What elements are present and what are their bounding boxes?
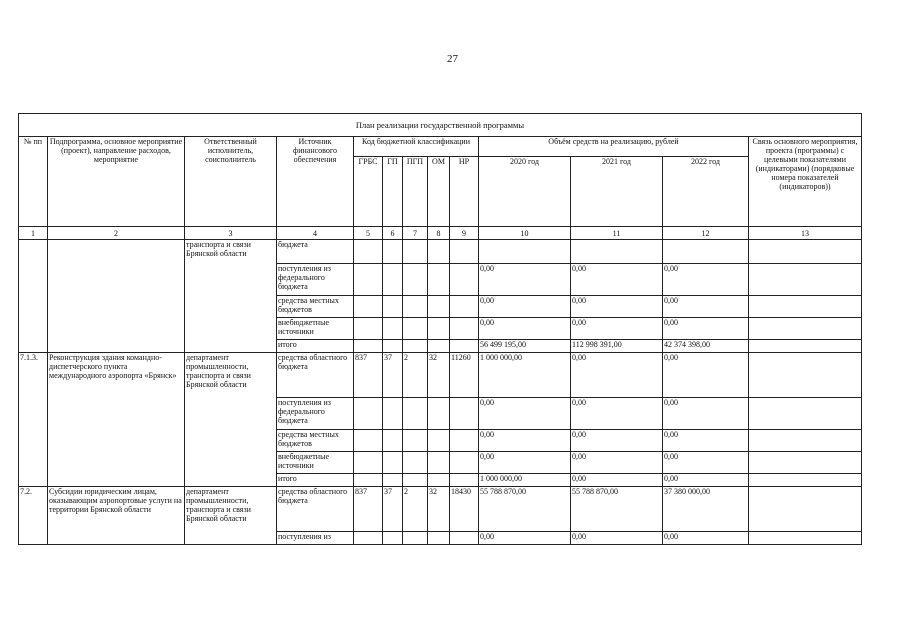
source-cell: средства областного бюджета (277, 353, 354, 398)
link-cell (749, 340, 862, 353)
om-cell (428, 240, 450, 264)
source-cell: бюджета (277, 240, 354, 264)
amount-y2022-cell: 0,00 (663, 353, 749, 398)
amount-y2020-cell: 1 000 000,00 (479, 474, 571, 487)
link-cell (749, 430, 862, 452)
item-name-cell: Реконструкция здания командно-диспетчерского пункта международного аэропорта «Брянск» (48, 353, 185, 487)
header-volume: Объём средств на реализацию, рублей (479, 137, 749, 157)
amount-y2022-cell: 0,00 (663, 398, 749, 430)
om-cell (428, 398, 450, 430)
header-om: ОМ (428, 157, 450, 227)
gp-cell: 37 (383, 487, 403, 532)
link-cell (749, 398, 862, 430)
amount-y2021-cell: 0,00 (571, 532, 663, 545)
link-cell (749, 296, 862, 318)
source-cell: поступления из федерального бюджета (277, 264, 354, 296)
link-cell (749, 474, 862, 487)
source-cell: внебюджетные источники (277, 452, 354, 474)
pgp-cell (403, 398, 428, 430)
amount-y2021-cell: 112 998 391,00 (571, 340, 663, 353)
amount-y2022-cell: 0,00 (663, 430, 749, 452)
amount-y2020-cell: 0,00 (479, 532, 571, 545)
amount-y2022-cell: 42 374 398,00 (663, 340, 749, 353)
amount-y2021-cell: 0,00 (571, 318, 663, 340)
grbs-cell (354, 532, 383, 545)
amount-y2022-cell: 0,00 (663, 296, 749, 318)
item-name-cell (48, 240, 185, 353)
amount-y2021-cell: 0,00 (571, 452, 663, 474)
nr-cell: 11260 (450, 353, 479, 398)
om-cell: 32 (428, 353, 450, 398)
amount-y2020-cell: 0,00 (479, 430, 571, 452)
header-no: № пп (19, 137, 48, 227)
source-cell: поступления из федерального бюджета (277, 398, 354, 430)
source-cell: поступления из (277, 532, 354, 545)
header-2022: 2022 год (663, 157, 749, 227)
link-cell (749, 264, 862, 296)
column-number: 11 (571, 227, 663, 240)
gp-cell (383, 296, 403, 318)
header-nr: НР (450, 157, 479, 227)
nr-cell: 18430 (450, 487, 479, 532)
column-number: 3 (185, 227, 277, 240)
column-number: 6 (383, 227, 403, 240)
column-number: 9 (450, 227, 479, 240)
amount-y2020-cell: 0,00 (479, 264, 571, 296)
amount-y2022-cell: 0,00 (663, 474, 749, 487)
amount-y2020-cell: 0,00 (479, 296, 571, 318)
om-cell (428, 340, 450, 353)
amount-y2021-cell: 0,00 (571, 430, 663, 452)
amount-y2021-cell (571, 240, 663, 264)
source-cell: итого (277, 474, 354, 487)
om-cell (428, 430, 450, 452)
amount-y2021-cell: 55 788 870,00 (571, 487, 663, 532)
pgp-cell (403, 452, 428, 474)
grbs-cell (354, 340, 383, 353)
amount-y2022-cell: 37 380 000,00 (663, 487, 749, 532)
pgp-cell: 2 (403, 353, 428, 398)
header-2021: 2021 год (571, 157, 663, 227)
page-number: 27 (447, 53, 458, 65)
amount-y2022-cell: 0,00 (663, 452, 749, 474)
amount-y2021-cell: 0,00 (571, 296, 663, 318)
pgp-cell (403, 340, 428, 353)
amount-y2020-cell: 56 499 195,00 (479, 340, 571, 353)
link-cell (749, 487, 862, 532)
amount-y2020-cell: 0,00 (479, 318, 571, 340)
amount-y2022-cell: 0,00 (663, 318, 749, 340)
column-number: 10 (479, 227, 571, 240)
om-cell (428, 264, 450, 296)
gp-cell: 37 (383, 353, 403, 398)
header-gp: ГП (383, 157, 403, 227)
nr-cell (450, 430, 479, 452)
om-cell (428, 318, 450, 340)
pgp-cell (403, 296, 428, 318)
gp-cell (383, 474, 403, 487)
grbs-cell: 837 (354, 487, 383, 532)
grbs-cell (354, 264, 383, 296)
responsible-cell: департамент промышленности, транспорта и связи Брянской области (185, 487, 277, 545)
table-row (19, 487, 862, 532)
grbs-cell (354, 430, 383, 452)
nr-cell (450, 532, 479, 545)
responsible-cell: департамент промышленности, транспорта и связи Брянской области (185, 353, 277, 487)
amount-y2020-cell: 0,00 (479, 452, 571, 474)
nr-cell (450, 240, 479, 264)
amount-y2020-cell: 1 000 000,00 (479, 353, 571, 398)
pgp-cell (403, 240, 428, 264)
header-subprogram: Подпрограмма, основное мероприятие (проект), направление расходов, мероприятие (48, 137, 185, 227)
header-pgp: ПГП (403, 157, 428, 227)
grbs-cell (354, 318, 383, 340)
column-number: 5 (354, 227, 383, 240)
amount-y2021-cell: 0,00 (571, 264, 663, 296)
pgp-cell (403, 430, 428, 452)
grbs-cell (354, 296, 383, 318)
amount-y2020-cell: 55 788 870,00 (479, 487, 571, 532)
link-cell (749, 240, 862, 264)
pgp-cell (403, 474, 428, 487)
header-source: Источник финансового обеспечения (277, 137, 354, 227)
header-2020: 2020 год (479, 157, 571, 227)
gp-cell (383, 430, 403, 452)
source-cell: внебюджетные источники (277, 318, 354, 340)
gp-cell (383, 398, 403, 430)
source-cell: средства областного бюджета (277, 487, 354, 532)
gp-cell (383, 532, 403, 545)
column-number: 13 (749, 227, 862, 240)
responsible-cell: транспорта и связи Брянской области (185, 240, 277, 353)
column-number: 1 (19, 227, 48, 240)
om-cell (428, 474, 450, 487)
om-cell: 32 (428, 487, 450, 532)
program-plan-table (18, 113, 862, 545)
nr-cell (450, 452, 479, 474)
item-number-cell (19, 240, 48, 353)
header-budget-code: Код бюджетной классификации (354, 137, 479, 157)
pgp-cell (403, 318, 428, 340)
source-cell: средства местных бюджетов (277, 296, 354, 318)
column-number: 2 (48, 227, 185, 240)
amount-y2021-cell: 0,00 (571, 474, 663, 487)
column-number: 7 (403, 227, 428, 240)
column-number: 8 (428, 227, 450, 240)
om-cell (428, 296, 450, 318)
pgp-cell: 2 (403, 487, 428, 532)
nr-cell (450, 264, 479, 296)
item-number-cell: 7.1.3. (19, 353, 48, 487)
item-number-cell: 7.2. (19, 487, 48, 545)
gp-cell (383, 264, 403, 296)
link-cell (749, 353, 862, 398)
column-number: 12 (663, 227, 749, 240)
column-number: 4 (277, 227, 354, 240)
nr-cell (450, 474, 479, 487)
grbs-cell (354, 452, 383, 474)
gp-cell (383, 240, 403, 264)
amount-y2020-cell: 0,00 (479, 398, 571, 430)
nr-cell (450, 318, 479, 340)
amount-y2022-cell (663, 240, 749, 264)
table-row (19, 240, 862, 264)
table-title: План реализации государственной программы (19, 114, 862, 137)
nr-cell (450, 340, 479, 353)
grbs-cell (354, 240, 383, 264)
om-cell (428, 532, 450, 545)
gp-cell (383, 318, 403, 340)
header-responsible: Ответственный исполнитель, соисполнитель (185, 137, 277, 227)
amount-y2020-cell (479, 240, 571, 264)
amount-y2022-cell: 0,00 (663, 532, 749, 545)
link-cell (749, 318, 862, 340)
column-number-row (19, 227, 862, 240)
item-name-cell: Субсидии юридическим лицам, оказывающим аэропортовые услуги на территории Брянской области (48, 487, 185, 545)
header-grbs: ГРБС (354, 157, 383, 227)
grbs-cell (354, 474, 383, 487)
table-row (19, 353, 862, 398)
source-cell: итого (277, 340, 354, 353)
pgp-cell (403, 532, 428, 545)
nr-cell (450, 398, 479, 430)
grbs-cell (354, 398, 383, 430)
nr-cell (450, 296, 479, 318)
source-cell: средства местных бюджетов (277, 430, 354, 452)
om-cell (428, 452, 450, 474)
gp-cell (383, 340, 403, 353)
amount-y2021-cell: 0,00 (571, 353, 663, 398)
link-cell (749, 452, 862, 474)
amount-y2022-cell: 0,00 (663, 264, 749, 296)
grbs-cell: 837 (354, 353, 383, 398)
link-cell (749, 532, 862, 545)
header-link: Связь основного мероприятия, проекта (программы) с целевыми показателями (индикаторами) (порядковые номера показателей (индикаторов)) (749, 137, 862, 227)
pgp-cell (403, 264, 428, 296)
gp-cell (383, 452, 403, 474)
amount-y2021-cell: 0,00 (571, 398, 663, 430)
